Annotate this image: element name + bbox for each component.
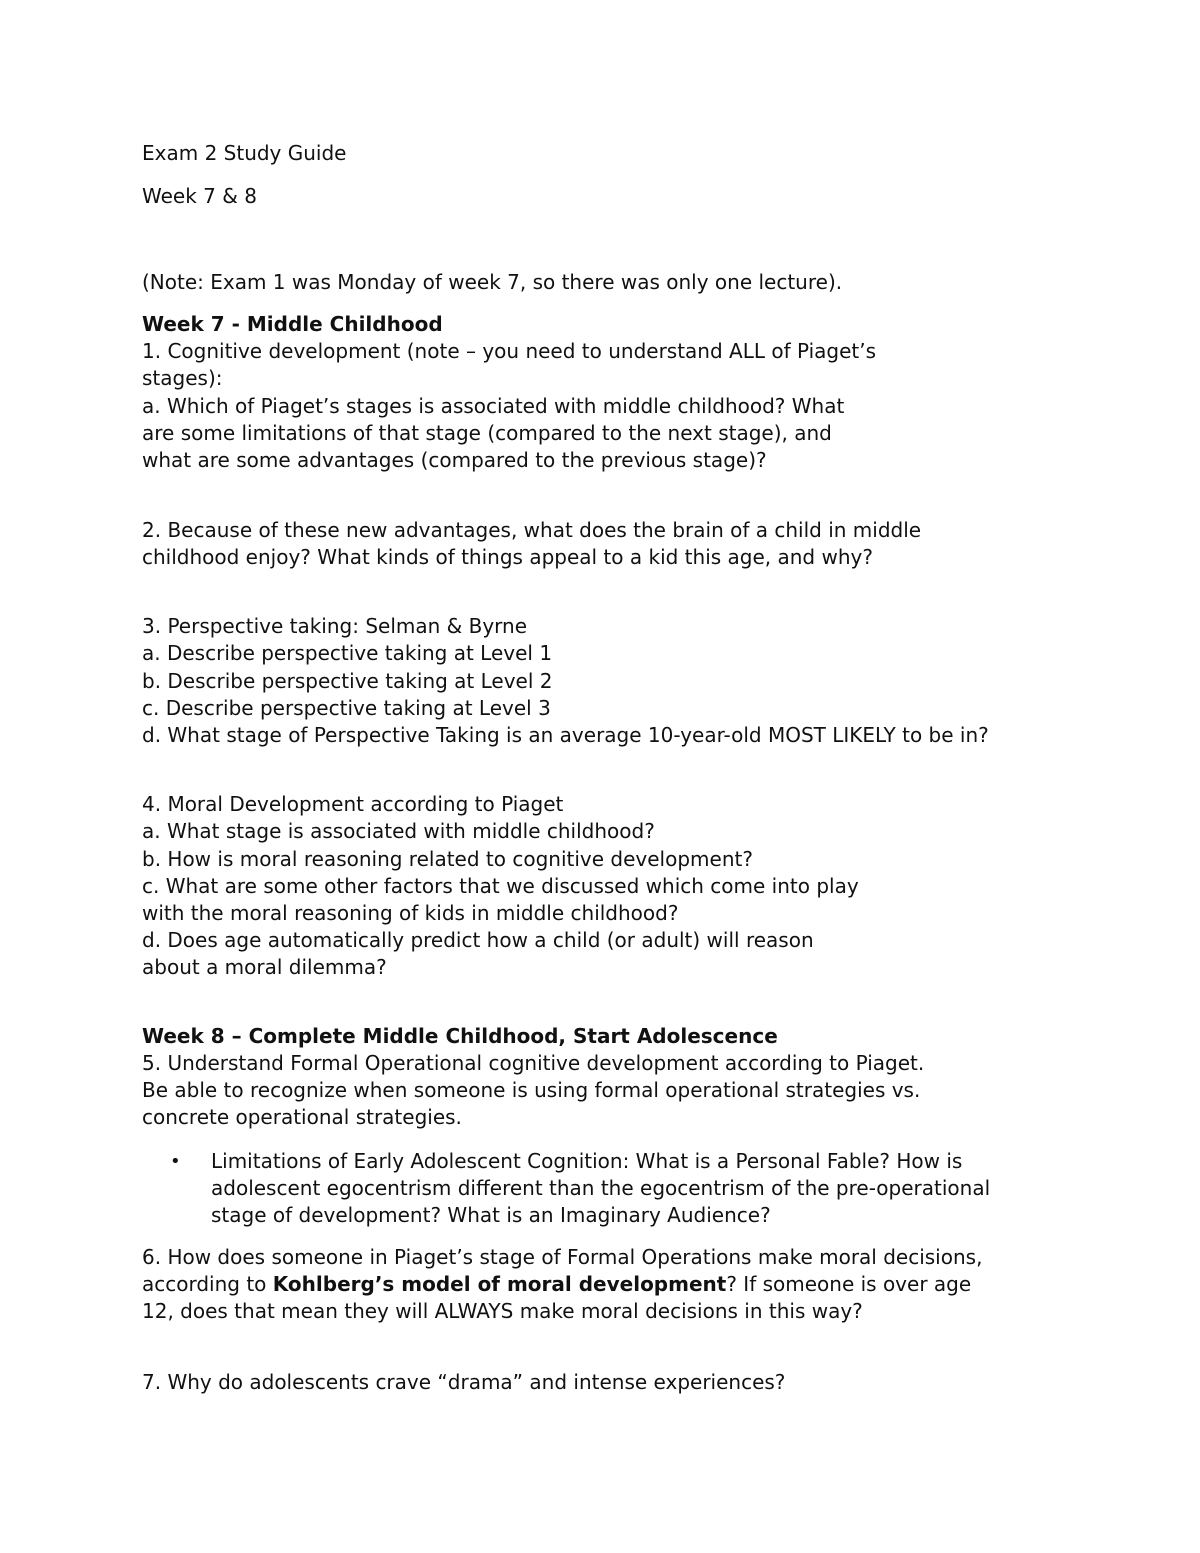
q3-line1: 3. Perspective taking: Selman & Byrne [142,614,528,638]
week8-heading: Week 8 – Complete Middle Childhood, Start Adolescence [142,1024,778,1048]
q2-line1: 2. Because of these new advantages, what does the brain of a child in middle [142,518,922,542]
q4a: a. What stage is associated with middle childhood? [142,819,655,843]
q6-line2-pre: according to [142,1272,273,1296]
q3d: d. What stage of Perspective Taking is an average 10-year-old MOST LIKELY to be in? [142,723,989,747]
q1a-line1: a. Which of Piaget’s stages is associated with middle childhood? What [142,394,845,418]
q6-line2-post: ? If someone is over age [726,1272,972,1296]
q5-line3: concrete operational strategies. [142,1105,462,1129]
kohlberg-model-emphasis: Kohlberg’s model of moral development [272,1272,727,1296]
q3b: b. Describe perspective taking at Level 2 [142,669,553,693]
q4d-line1: d. Does age automatically predict how a child (or adult) will reason [142,928,814,952]
bullet-line1: Limitations of Early Adolescent Cognition: What is a Personal Fable? How is [211,1149,963,1173]
q6-line2 [142,1271,971,1298]
bullet-line3: stage of development? What is an Imaginary Audience? [211,1203,771,1227]
bullet-icon: • [170,1151,181,1172]
q1-line2: stages): [142,366,223,390]
q5-line1: 5. Understand Formal Operational cognitive development according to Piaget. [142,1051,925,1075]
q1-line1: 1. Cognitive development (note – you need to understand ALL of Piaget’s [142,339,877,363]
q4b: b. How is moral reasoning related to cognitive development? [142,847,753,871]
q4-line1: 4. Moral Development according to Piaget [142,792,564,816]
q1a-line2: are some limitations of that stage (compared to the next stage), and [142,421,832,445]
q4c-line1: c. What are some other factors that we discussed which come into play [142,874,859,898]
q2-line2: childhood enjoy? What kinds of things appeal to a kid this age, and why? [142,545,873,569]
week7-heading: Week 7 - Middle Childhood [142,312,443,336]
q6-line1: 6. How does someone in Piaget’s stage of Formal Operations make moral decisions, [142,1245,983,1269]
note-line: (Note: Exam 1 was Monday of week 7, so there was only one lecture). [142,270,843,294]
q1a-line3: what are some advantages (compared to the previous stage)? [142,448,767,472]
q4d-line2: about a moral dilemma? [142,955,387,979]
weeks-line: Week 7 & 8 [142,184,257,208]
document-title: Exam 2 Study Guide [142,141,347,165]
q3a: a. Describe perspective taking at Level 1 [142,641,553,665]
q6-line3: 12, does that mean they will ALWAYS make moral decisions in this way? [142,1299,863,1323]
q5-line2: Be able to recognize when someone is using formal operational strategies vs. [142,1078,921,1102]
bullet-line2: adolescent egocentrism different than the egocentrism of the pre-operational [211,1176,991,1200]
q4c-line2: with the moral reasoning of kids in middle childhood? [142,901,679,925]
q7-line1: 7. Why do adolescents crave “drama” and intense experiences? [142,1370,786,1394]
q3c: c. Describe perspective taking at Level 3 [142,696,551,720]
